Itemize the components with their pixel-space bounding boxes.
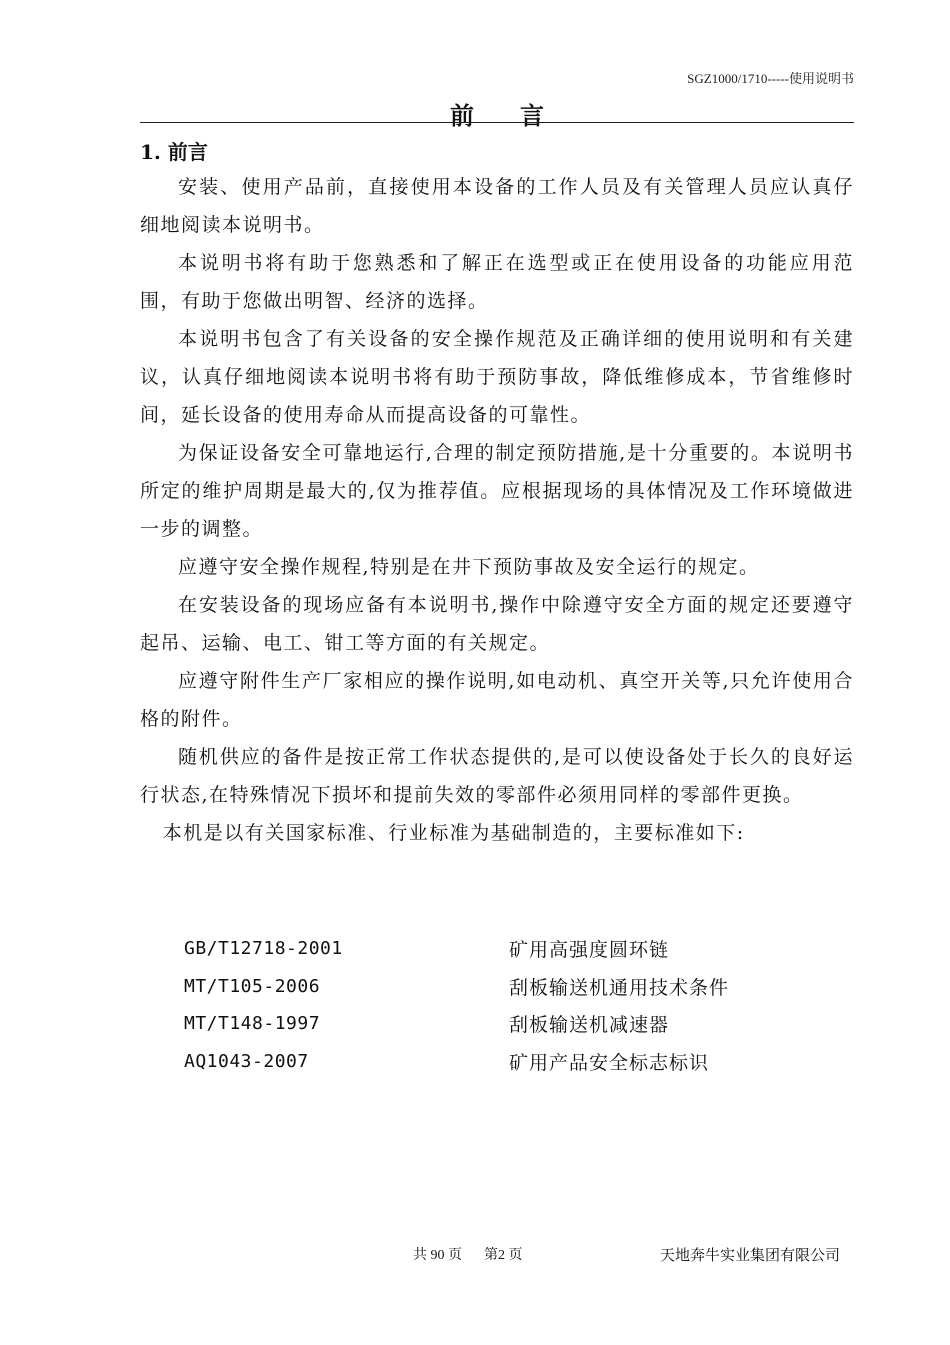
standard-name: 矿用产品安全标志标识 [509, 1051, 710, 1074]
paragraph: 应遵守附件生产厂家相应的操作说明,如电动机、真空开关等,只允许使用合格的附件。 [140, 670, 854, 730]
section-heading: 1. 前言 [140, 140, 208, 164]
title-divider [140, 122, 854, 123]
paragraph: 本机是以有关国家标准、行业标准为基础制造的，主要标准如下: [162, 822, 745, 844]
paragraph: 安装、使用产品前，直接使用本设备的工作人员及有关管理人员应认真仔细地阅读本说明书。 [140, 176, 854, 236]
company-name: 天地奔牛实业集团有限公司 [659, 1248, 840, 1264]
standard-name: 矿用高强度圆环链 [509, 939, 670, 962]
current-page: 第2 页 [484, 1248, 523, 1263]
standard-row [184, 968, 804, 1006]
page-title: 前言 [450, 101, 590, 130]
document-id: SGZ1000/1710-----使用说明书 [687, 71, 854, 86]
standards-list [184, 930, 804, 1080]
standard-code: MT/T148-1997 [184, 1013, 321, 1035]
standard-row [184, 1005, 804, 1043]
standard-row [184, 930, 804, 968]
paragraph: 本说明书将有助于您熟悉和了解正在选型或正在使用设备的功能应用范围，有助于您做出明智、经济的选择。 [140, 252, 854, 312]
paragraph: 在安装设备的现场应备有本说明书,操作中除遵守安全方面的规定还要遵守起吊、运输、电工、钳工等方面的有关规定。 [140, 594, 854, 654]
standard-row [184, 1043, 804, 1081]
standard-code: GB/T12718-2001 [184, 938, 343, 960]
page-counter [413, 1244, 545, 1264]
body-text [140, 168, 854, 852]
standard-code: AQ1043-2007 [184, 1050, 309, 1072]
total-pages: 共 90 页 [413, 1248, 462, 1263]
standard-code: MT/T105-2006 [184, 975, 321, 997]
standard-name: 刮板输送机减速器 [509, 1014, 670, 1037]
paragraph: 应遵守安全操作规程,特别是在井下预防事故及安全运行的规定。 [178, 556, 760, 578]
paragraph: 随机供应的备件是按正常工作状态提供的,是可以使设备处于长久的良好运行状态,在特殊情况下损坏和提前失效的零部件必须用同样的零部件更换。 [140, 746, 854, 806]
paragraph: 为保证设备安全可靠地运行,合理的制定预防措施,是十分重要的。本说明书所定的维护周期是最大的,仅为推荐值。应根据现场的具体情况及工作环境做进一步的调整。 [140, 442, 854, 540]
standard-name: 刮板输送机通用技术条件 [509, 976, 730, 999]
paragraph: 本说明书包含了有关设备的安全操作规范及正确详细的使用说明和有关建议，认真仔细地阅读本说明书将有助于预防事故，降低维修成本，节省维修时间，延长设备的使用寿命从而提高设备的可靠性。 [140, 328, 854, 426]
